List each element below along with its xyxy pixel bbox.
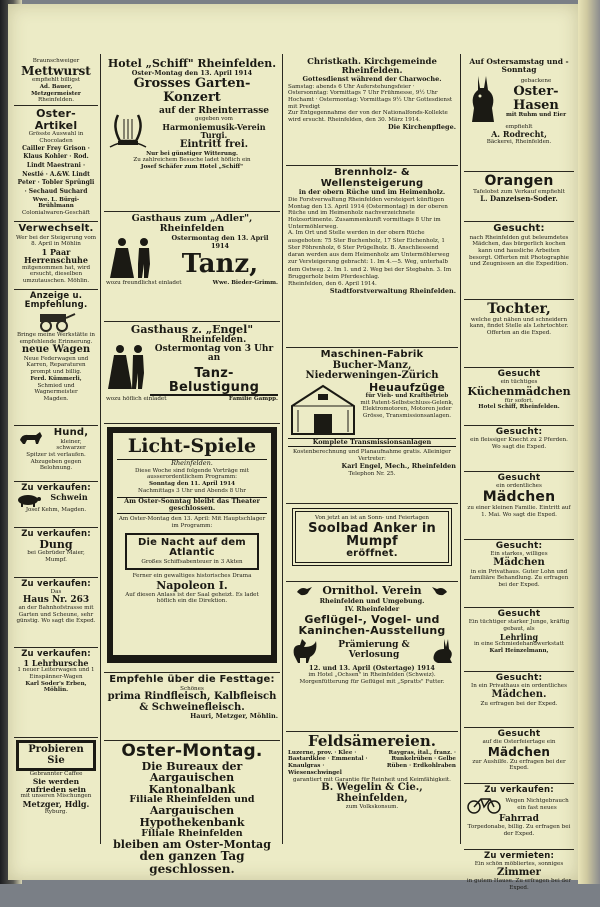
ad-text: Am Oster-Montag den 13. April: Mit Hauptschlager im Programm:: [118, 516, 266, 529]
ad-highlight: Haus Nr. 263: [22, 594, 90, 605]
ad-text: Ein schön möbliertes, sonniges: [474, 860, 564, 867]
ad-headline: Mädchen: [493, 557, 545, 569]
ad-text: Bäckerei, Rheinfelden.: [486, 138, 552, 145]
ad-place: Rheinfelden.: [181, 334, 247, 345]
ad-gesucht-3: [464, 672, 574, 728]
ad-title: Feldsämereien.: [308, 732, 436, 750]
ad-title: Gesucht:: [495, 541, 543, 551]
ad-title: Oster-Artikel: [34, 107, 78, 132]
column-rule: [282, 54, 283, 844]
ad-title: Zu verkaufen:: [21, 529, 91, 539]
ad-maedchen-2: [464, 540, 574, 608]
ad-text: Diese Woche sind folgende Vorträge mit ausserordentlichem Programm:: [135, 467, 249, 481]
ad-text: Die Bureaux der: [141, 759, 243, 773]
ad-text: Gebrannter Caffee: [29, 771, 83, 777]
ad-text: Filiale Rheinfelden: [141, 827, 243, 839]
ad-text: mitgenommen hat, wird ersucht, dieselben umzutauschen. Möhlin.: [21, 264, 91, 285]
ad-subtitle: Heuaufzüge: [368, 380, 446, 394]
ad-text: 1 neuer Leiterwagen und 1 Einspänner-Wagen: [17, 667, 95, 681]
ad-ornithol-verein: [286, 582, 458, 732]
ad-text: mit Ruhm und Eier: [505, 112, 567, 119]
ad-text: mit unseren Mischungen: [20, 793, 92, 800]
seed-list: Raygras, ital., franz. · Runkelrüben · Gelbe Rüben · Erdkohlraben: [386, 749, 456, 770]
ad-text: auf die Osterfeiertage ein: [482, 739, 556, 746]
ad-gesucht-1: [464, 222, 574, 300]
ad-text: Colonialwaren-Geschäft: [22, 210, 90, 217]
ad-text: für sofort.: [504, 397, 534, 404]
ad-text: Grösste Auswahl in Chocoladen: [28, 131, 84, 144]
ad-highlight: Dung: [39, 537, 73, 551]
ad-text: ein fleissiger Knecht zu 2 Pferden. Wo sagt die Exped.: [470, 437, 568, 451]
ad-title: Gesucht: [497, 369, 541, 379]
ad-maschinen-fabrik: [286, 348, 458, 504]
ad-title: Gesucht:: [495, 673, 543, 683]
ad-lehrbursche: [14, 648, 98, 738]
ad-text: Zu erfragen bei der Exped.: [480, 700, 558, 707]
ad-headline: Tanz-Belustigung: [150, 367, 278, 396]
ad-text: wozu höflich einladet: [106, 396, 167, 403]
ad-headline: Küchenmädchen: [467, 385, 571, 399]
column-rule: [100, 54, 101, 844]
ad-text: Großes Schiffsabenteuer in 3 Akten: [141, 558, 243, 565]
ad-brennholz: [286, 166, 458, 348]
ad-tochter: [464, 300, 574, 368]
ad-text: Ein starkes, williges: [490, 551, 548, 558]
ad-text: in gutem Hause. Zu erfragen bei der Exped.: [466, 878, 572, 891]
ad-title: Mettwurst: [21, 63, 91, 78]
column-3: [286, 56, 458, 838]
ad-text: Aargauischen Hypothekenbank: [139, 804, 245, 829]
ad-text: nach Rheinfelden gut beleumdetes Mädchen, das bürgerlich kochen kann und hausliche Arbeiten besorgt. Offerten mit Photographie und Zeugnissen an die Expedition.: [468, 234, 569, 268]
ad-name: Familie Gampp.: [228, 396, 278, 403]
ad-schwein: [14, 482, 98, 528]
column-4: [464, 56, 574, 891]
ad-text: Die Forstverwaltung Rheinfelden versteigert künftigen Montag den 13. April 1914 (Ostermontag) in der oberen Rüche und im Heimenholz nachverzeichnete Holzsortimente. Zusammenkunft vormittags 8 Uhr im Untermöhlerweg.: [288, 196, 448, 230]
ad-kirchgemeinde: [286, 56, 458, 166]
ad-headline: Mädchen.: [491, 689, 547, 701]
ad-haus: [14, 578, 98, 648]
ad-place: im Hotel „Ochsen" in Rheinfelden (Schweiz).: [308, 672, 436, 679]
ad-text: wozu freundlichst einladet: [106, 279, 182, 286]
ad-name: Hauri, Metzger, Möhlin.: [190, 712, 278, 721]
ad-name: Die Kirchenpflege.: [388, 122, 456, 131]
ad-text: Tafelobst zum Verkauf empfiehlt: [473, 188, 565, 195]
ad-title: Gesucht: [497, 729, 541, 739]
ad-name: Wwe. Bieder-Grimm.: [212, 279, 278, 286]
film-box: [125, 533, 259, 571]
ad-soolbad: [286, 504, 458, 582]
dog-icon: [18, 430, 44, 446]
film-title: Die Nacht auf dem Atlantic: [138, 536, 246, 559]
ad-text: Aargauischen Kantonalbank: [148, 771, 236, 796]
ad-highlight: 1 Lehrbursche: [23, 657, 89, 668]
ad-title: Zu verkaufen:: [21, 649, 91, 659]
ad-text: Morgenfütterung für Geflügel mit „Spratts" Futter.: [299, 679, 445, 686]
ad-name: Karl Soder's Erben, Möhlin.: [25, 680, 87, 694]
barn-hay-lift-icon: [288, 382, 358, 436]
ad-title: Tochter,: [487, 301, 551, 317]
ad-text: ein ordentliches: [496, 483, 542, 490]
ad-name: A. Rodrecht,: [491, 129, 547, 140]
ad-title: Gesucht:: [495, 427, 543, 437]
ad-headline: Mädchen: [482, 489, 556, 506]
newspaper-page: [8, 4, 578, 891]
ad-lehrling: [464, 608, 574, 672]
dancing-couple-icon: [106, 234, 162, 280]
ad-text: zum Volkskonsum.: [345, 804, 399, 811]
ad-title: Auf Ostersamstag und -Sonntag: [469, 57, 569, 74]
ad-text: mit Patent-Selbstschluss-Gelenk, Elektromotoren, Motoren jeder Grösse, Transmissionsanlagen.: [360, 399, 454, 420]
ad-text: bei Gebrüder Maier, Mumpf.: [27, 550, 85, 564]
ad-date: Rheinfelden, den 6. April 1914.: [288, 281, 377, 288]
ad-title: Verwechselt.: [18, 223, 94, 234]
ad-text: IV. Rheinfelder: [344, 604, 400, 613]
ad-title: Oster-Montag.: [121, 741, 263, 761]
column-rule: [460, 54, 461, 844]
ad-name: Karl Engel, Mech., Rheinfelden: [341, 461, 456, 470]
ad-headline: Soolbad Anker in Mumpf: [308, 520, 436, 550]
ad-text: den ganzen Tag geschlossen.: [139, 849, 245, 876]
ad-text: in eine Schmiedehandwerkstatt: [473, 641, 565, 648]
ad-name: Ad. Bauer, Metzgermeister: [31, 84, 81, 97]
rabbit-icon: [428, 637, 456, 665]
ad-text: empfiehlt billigst: [31, 77, 81, 84]
ad-title: Gasthaus z. „Engel": [130, 323, 254, 336]
ad-gesucht-4: [464, 728, 574, 784]
ad-verwechselt: [14, 222, 98, 290]
ad-text: zur Aushilfe. Zu erfragen bei der Exped.: [472, 758, 566, 772]
ad-title: Ornithol. Verein: [322, 584, 422, 598]
ad-text: Ferner ein gewaltiges historisches Drama: [132, 573, 252, 580]
ad-text: an der Bahnhofstrasse mit Garten und Scheune, sehr günstig. Wo sagt die Exped.: [16, 605, 96, 625]
ad-subtitle: Gottesdienst während der Charwoche.: [302, 74, 442, 83]
ad-feldsaemereien: [286, 732, 458, 837]
ad-headline: prima Rindfleisch, Kalbfleisch & Schweinefleisch.: [107, 691, 277, 713]
ad-hotel-schiff: [104, 56, 280, 212]
ad-probieren: [14, 738, 98, 853]
ad-text: Auf diesen Anlass ist der Saal geheizt. Es ladet höflich ein die Direktion.: [125, 591, 259, 605]
ad-name: Hotel Schiff, Rheinfelden.: [478, 404, 560, 411]
ad-title: Licht-Spiele: [117, 437, 267, 460]
ad-gesucht-2: [464, 426, 574, 472]
ad-name: B. Wegelin & Cie., Rheinfelden,: [321, 782, 423, 804]
ad-headline: Oster-Hasen: [513, 84, 559, 113]
ad-subtitle: eröffnet.: [346, 547, 398, 559]
easter-bunny-icon: [466, 74, 500, 124]
ad-text: Wer bei der Steigerung vom 8. April in Möhlin: [16, 234, 96, 248]
ad-oster-hasen: [464, 56, 574, 172]
ad-highlight: 1 Paar Herrenschuhe: [24, 246, 88, 266]
ad-text: welche gut nähen und schneidern kann, findet Stelle als Lehrtochter. Offerten an die Exped.: [469, 316, 569, 337]
ad-text: Wegen Nichtgebrauch ein fast neues: [505, 798, 569, 811]
ad-date: Oster-Montag den 13. April 1914: [131, 68, 253, 77]
bird-icon: [431, 584, 449, 598]
ad-subtitle: in der obern Rüche und im Heimenholz.: [298, 188, 446, 196]
ad-name: Stadtforstverwaltung Rheinfelden.: [329, 286, 456, 295]
ad-text: Bringe meine Werkstätte in empfehlende Erinnerung.: [16, 331, 96, 345]
ad-headline: Tanz,: [181, 249, 259, 280]
ad-text: Neue Federwagen und Karren, Reparaturen prompt und billig.: [23, 355, 89, 376]
ad-maedchen-1: [464, 472, 574, 540]
rooster-icon: [288, 637, 320, 665]
ad-highlight: Lehrling: [499, 631, 539, 642]
pig-icon: [16, 493, 42, 507]
ad-text: ein tüchtiges: [500, 379, 538, 386]
ad-highlight: Fahrrad: [499, 813, 539, 824]
ad-title: Brennholz- & Wellensteigerung: [320, 167, 424, 189]
ad-headline: Grosses Garten-Konzert: [133, 76, 251, 105]
ad-orangen: [464, 172, 574, 222]
ad-kuechenmaedchen: [464, 368, 574, 426]
ad-text: garantiert mit Garantie für Reinheit und Keimfähigkeit.: [293, 776, 451, 783]
ad-adler: [104, 212, 280, 322]
seed-list: Luzerne, prov. · Klee · Bastardklee · Emmental · Knaulgras · Wiesenschwingel: [288, 749, 368, 776]
ad-text: Zu zahlreichem Besuche ladet höflich ein: [133, 157, 251, 164]
ad-place: Rheinfelden.: [38, 97, 74, 104]
ad-text: Nachmittags 3 Uhr und Abends 8 Uhr: [138, 487, 246, 494]
ad-title: Zu verkaufen:: [21, 579, 91, 589]
ad-brand-list: Cailler Frey Grison · Klaus Kohler · Rod. Lindt Maestrani · Nestlé · A.&W. Lindt Peter · Tobler Sprüngli · Sechaud Suchard: [17, 144, 95, 195]
column-1: [14, 56, 98, 834]
ad-text: In ein Privathaus ein ordentliches: [471, 683, 567, 690]
ad-text: für Vieh- und Kraftbetrieb: [365, 393, 449, 400]
ad-text: Kostenberechnung und Planaufnahme gratis. Alleiniger Vertreter:: [293, 449, 451, 462]
ad-title: Gesucht: [497, 609, 541, 619]
column-2: [104, 56, 280, 876]
ad-highlight: Sie werden zufrieden sein: [26, 776, 86, 794]
bicycle-icon: [466, 795, 502, 815]
ad-name: Metzger, Hdlg.: [22, 799, 90, 810]
ad-title: Hotel „Schiff" Rheinfelden.: [107, 57, 277, 70]
ad-title: Christkath. Kirchgemeinde Rheinfelden.: [307, 57, 437, 76]
ad-phone: Telephon Nr. 25.: [348, 470, 396, 477]
ad-place: Magden.: [43, 395, 69, 402]
ad-list: A. Im Ort und Stelle werden in der obern Rüche ausgeboten: 75 Ster Buchenholz, 17 Ster Eichenholz, 1 Ster Föhrenholz, 6 Ster Prügelholz. B. Anschliessend daran werden aus dem Heimenholz am Untermöhlerweg zur Versteigerung gebracht: 1. Im 4.—5. Weg, unterhalb dem Ostweg. 2. Im 1. und 2. Weg bei der Stegbahn. 3. Im Bruggerholz beim Pferdeschlag.: [288, 230, 452, 280]
ad-title: Gesucht:: [493, 223, 545, 234]
ad-name: Wwe. L. Bürgi-Brühlmann: [32, 196, 80, 210]
ad-text: Filiale Rheinfelden und: [129, 794, 255, 806]
ad-text: gebackene: [520, 78, 552, 85]
ad-text: in ein Privathaus. Guter Lohn und familiäre Behandlung. Zu erfragen bei der Exped.: [469, 568, 569, 589]
ad-hund: [14, 426, 98, 482]
probieren-frame: [16, 740, 96, 771]
ad-text: Zur Entgegennahme der von der Nationalfonds-Kollekte wird ersucht. Rheinfelden, den 30. März 1914.: [288, 110, 448, 124]
ad-name: Ferd. Kümmerli,: [30, 375, 82, 382]
ad-name: L. Danzeisen-Soder.: [480, 194, 558, 204]
ad-oster-artikel: [14, 106, 98, 222]
ad-text: Schmied und Wagnermeister: [34, 382, 78, 396]
ad-oster-montag: [104, 741, 280, 876]
ad-licht-spiele: [104, 424, 280, 673]
ad-headline: Zimmer: [497, 866, 541, 878]
ad-band: Harmoniemusik-Verein Turgi.: [162, 122, 266, 141]
ad-text: Ein tüchtiger starker Junge, kräftig gebaut, als: [468, 619, 570, 633]
ad-headline: Mädchen: [487, 745, 551, 760]
ad-dung: [14, 528, 98, 578]
ad-text: kleiner, schwarzer Spitzer ist verlaufen. Abzugeben gegen Belohnung.: [26, 438, 86, 472]
ad-place: Ryburg.: [44, 808, 68, 815]
ad-title: Gesucht: [497, 473, 541, 483]
film-title: Napoleon I.: [156, 578, 228, 592]
ad-name: Karl Heinzelmann,: [489, 647, 549, 654]
ad-text: Samstag: abends 6 Uhr Auferstehungsfeier · Ostersonntag: Vormittags 7 Uhr Frühmesse, 9½ Uhr Hochamt · Ostermontag: Vormittags 9½ Uhr Gottesdienst mit Predigt: [288, 83, 453, 110]
ad-highlight: Schwein: [50, 491, 88, 502]
ad-date: Ostermontag von 3 Uhr an: [154, 343, 274, 364]
ad-text: Das: [50, 588, 62, 595]
ad-highlight: neue Wagen: [21, 344, 91, 356]
cart-illustration-icon: [36, 310, 76, 332]
ad-title: Hund,: [53, 427, 89, 438]
ad-text: bleiben am Oster-Montag: [113, 837, 271, 851]
ad-place: Rheinfelden.: [171, 458, 213, 467]
book-binding-right: [578, 0, 600, 884]
ad-subtitle: auf der Rheinterrasse: [158, 105, 270, 116]
ad-title: Maschinen-Fabrik: [320, 349, 424, 360]
ad-anzeige: [14, 290, 98, 426]
ad-text: gegeben vom: [195, 116, 233, 123]
soolbad-frame: [292, 508, 452, 566]
ad-highlight: Am Oster-Sonntag bleibt das Theater geschlossen.: [117, 497, 267, 515]
ad-text: Schönes: [180, 685, 204, 692]
ad-title: Gasthaus zum „Adler", Rheinfelden: [131, 213, 253, 234]
ad-title: Zu verkaufen:: [484, 785, 554, 795]
ad-name: Josef Schäfer zum Hotel „Schiff": [140, 164, 244, 171]
ad-date: Ostermontag den 13. April 1914: [171, 234, 269, 251]
ad-title: Orangen: [484, 173, 554, 189]
ad-subtitle: Rheinfelden und Umgebung.: [319, 597, 425, 605]
ad-pretitle: Braunschweiger: [32, 58, 80, 64]
ad-title: Empfehle über die Festtage:: [109, 674, 275, 685]
ad-name: Josef Kehm, Magden.: [25, 506, 87, 513]
ad-name: Bucher-Manz, Niederweningen-Zürich: [305, 359, 439, 381]
ad-title: Zu vermieten:: [483, 851, 555, 861]
ad-text: empfiehlt: [505, 123, 533, 130]
ad-date: Sonntag den 11. April 1914: [148, 481, 236, 488]
dancing-couple-icon: [106, 341, 150, 391]
ad-entry: Eintritt frei.: [179, 138, 249, 150]
ad-title: Zu verkaufen:: [21, 483, 91, 493]
ad-zimmer: [464, 850, 574, 907]
bird-icon: [295, 584, 313, 598]
ad-highlight: Komplete Transmissionsanlagen: [288, 438, 456, 448]
ad-text: zu einer kleinen Familie. Eintritt auf 1. Mai. Wo sagt die Exped.: [467, 504, 571, 518]
licht-spiele-frame: [107, 427, 277, 663]
ad-condition: Nur bei günstiger Witterung.: [146, 150, 238, 157]
ad-mettwurst: [14, 56, 98, 106]
ad-date: 12. und 13. April (Ostertage) 1914: [309, 663, 435, 672]
ad-metzger: [104, 673, 280, 741]
ad-text: Von jetzt an ist an Sonn- und Feiertagen: [314, 515, 430, 521]
ad-text: Torpedonabe, billig. Zu erfragen bei der Exped.: [467, 824, 571, 838]
ad-title: Anzeige u. Empfehlung.: [24, 291, 88, 310]
ad-title: Probieren Sie: [28, 744, 84, 766]
lyre-emblem-icon: [106, 107, 150, 151]
ad-highlight: Prämierung & Verlosung: [338, 640, 410, 660]
ad-fahrrad: [464, 784, 574, 850]
ad-engel: [104, 322, 280, 424]
ad-headline: Geflügel-, Vogel- und Kaninchen-Ausstellung: [298, 612, 446, 638]
